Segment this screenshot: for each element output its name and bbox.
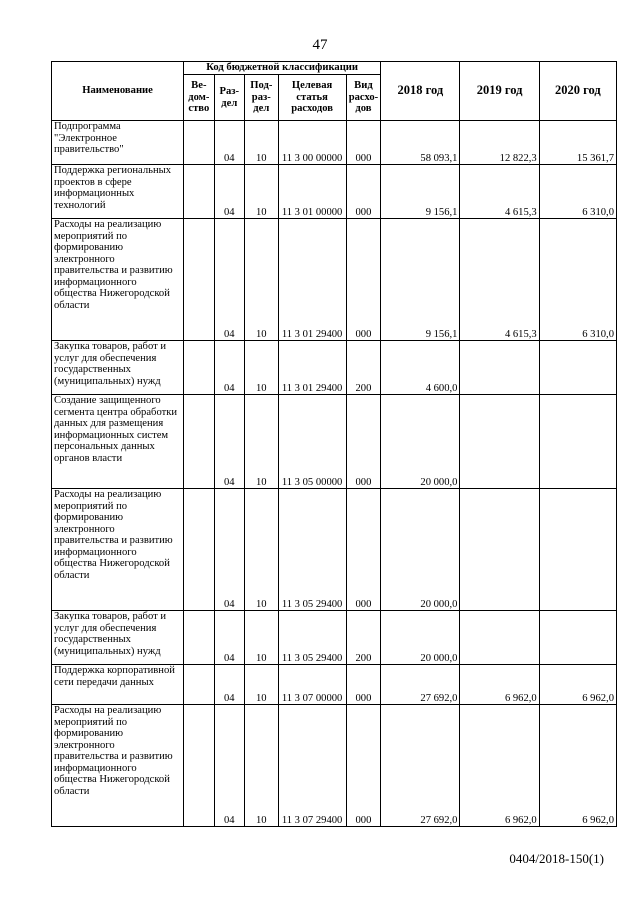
header-classification-group: Код бюджетной классификации [184,62,381,75]
row-2018: 58 093,1 [381,121,460,165]
row-csr: 11 3 01 00000 [278,165,346,219]
table-row [52,121,617,165]
row-2019 [460,395,539,489]
row-2018: 9 156,1 [381,165,460,219]
row-podrazdel: 10 [245,665,279,705]
row-2019: 4 615,3 [460,165,539,219]
row-ved [184,121,214,165]
header-csr: Целевая статья расходов [278,75,346,121]
row-ved [184,165,214,219]
row-2020: 6 962,0 [539,665,616,705]
row-2018: 27 692,0 [381,705,460,827]
row-2019: 6 962,0 [460,705,539,827]
budget-table [51,61,617,827]
document-code: 0404/2018-150(1) [509,851,604,866]
row-2018: 20 000,0 [381,611,460,665]
row-ved [184,395,214,489]
row-2018: 20 000,0 [381,489,460,611]
row-name: Закупка товаров, работ и услуг для обеспечения государственных (муниципальных) нужд [52,341,184,395]
row-vid: 200 [346,611,381,665]
row-ved [184,705,214,827]
row-2018: 20 000,0 [381,395,460,489]
row-2020 [539,489,616,611]
header-ved: Ве- дом- ство [184,75,214,121]
row-name: Расходы на реализацию мероприятий по формированию электронного правительства и развитию информационного общества Нижегородской области [52,705,184,827]
header-name: Наименование [52,62,184,121]
table-row [52,165,617,219]
row-ved [184,611,214,665]
row-vid: 000 [346,705,381,827]
row-vid: 200 [346,341,381,395]
header-2018: 2018 год [381,62,460,121]
row-razdel: 04 [214,611,244,665]
row-name: Поддержка корпоративной сети передачи данных [52,665,184,705]
table-row [52,395,617,489]
row-razdel: 04 [214,341,244,395]
row-name: Расходы на реализацию мероприятий по формированию электронного правительства и развитию информационного общества Нижегородской области [52,219,184,341]
row-name: Поддержка региональных проектов в сфере информационных технологий [52,165,184,219]
row-razdel: 04 [214,395,244,489]
row-2019: 12 822,3 [460,121,539,165]
row-2018: 4 600,0 [381,341,460,395]
row-2018: 9 156,1 [381,219,460,341]
row-name: Закупка товаров, работ и услуг для обеспечения государственных (муниципальных) нужд [52,611,184,665]
row-2020: 6 310,0 [539,165,616,219]
row-razdel: 04 [214,665,244,705]
header-2020: 2020 год [539,62,616,121]
row-vid: 000 [346,665,381,705]
row-podrazdel: 10 [245,395,279,489]
row-2019: 6 962,0 [460,665,539,705]
row-ved [184,489,214,611]
row-2020 [539,611,616,665]
row-podrazdel: 10 [245,705,279,827]
row-name: Создание защищенного сегмента центра обработки данных для размещения информационных систем персональных данных органов власти [52,395,184,489]
table-row [52,489,617,611]
table-row [52,705,617,827]
row-ved [184,341,214,395]
header-2019: 2019 год [460,62,539,121]
row-2019 [460,489,539,611]
row-2020: 6 310,0 [539,219,616,341]
row-podrazdel: 10 [245,341,279,395]
row-podrazdel: 10 [245,611,279,665]
row-podrazdel: 10 [245,165,279,219]
header-razdel: Раз- дел [214,75,244,121]
row-ved [184,665,214,705]
row-2019: 4 615,3 [460,219,539,341]
row-razdel: 04 [214,489,244,611]
row-vid: 000 [346,489,381,611]
row-2018: 27 692,0 [381,665,460,705]
row-razdel: 04 [214,219,244,341]
row-podrazdel: 10 [245,121,279,165]
row-csr: 11 3 07 00000 [278,665,346,705]
row-vid: 000 [346,165,381,219]
row-2019 [460,611,539,665]
row-2020: 15 361,7 [539,121,616,165]
row-vid: 000 [346,395,381,489]
row-csr: 11 3 05 29400 [278,489,346,611]
table-row [52,219,617,341]
row-csr: 11 3 01 29400 [278,341,346,395]
row-2020 [539,341,616,395]
header-podrazdel: Под- раз- дел [245,75,279,121]
row-vid: 000 [346,219,381,341]
row-razdel: 04 [214,705,244,827]
row-ved [184,219,214,341]
row-csr: 11 3 00 00000 [278,121,346,165]
row-csr: 11 3 05 29400 [278,611,346,665]
table-row [52,665,617,705]
row-2020 [539,395,616,489]
row-name: Расходы на реализацию мероприятий по формированию электронного правительства и развитию информационного общества Нижегородской области [52,489,184,611]
table-row [52,611,617,665]
row-razdel: 04 [214,165,244,219]
table-row [52,341,617,395]
row-name: Подпрограмма "Электронное правительство" [52,121,184,165]
row-csr: 11 3 01 29400 [278,219,346,341]
row-podrazdel: 10 [245,489,279,611]
row-2019 [460,341,539,395]
row-csr: 11 3 07 29400 [278,705,346,827]
row-2020: 6 962,0 [539,705,616,827]
header-vid: Вид расхо- дов [346,75,381,121]
page-number: 47 [312,37,328,53]
row-razdel: 04 [214,121,244,165]
row-podrazdel: 10 [245,219,279,341]
row-vid: 000 [346,121,381,165]
row-csr: 11 3 05 00000 [278,395,346,489]
